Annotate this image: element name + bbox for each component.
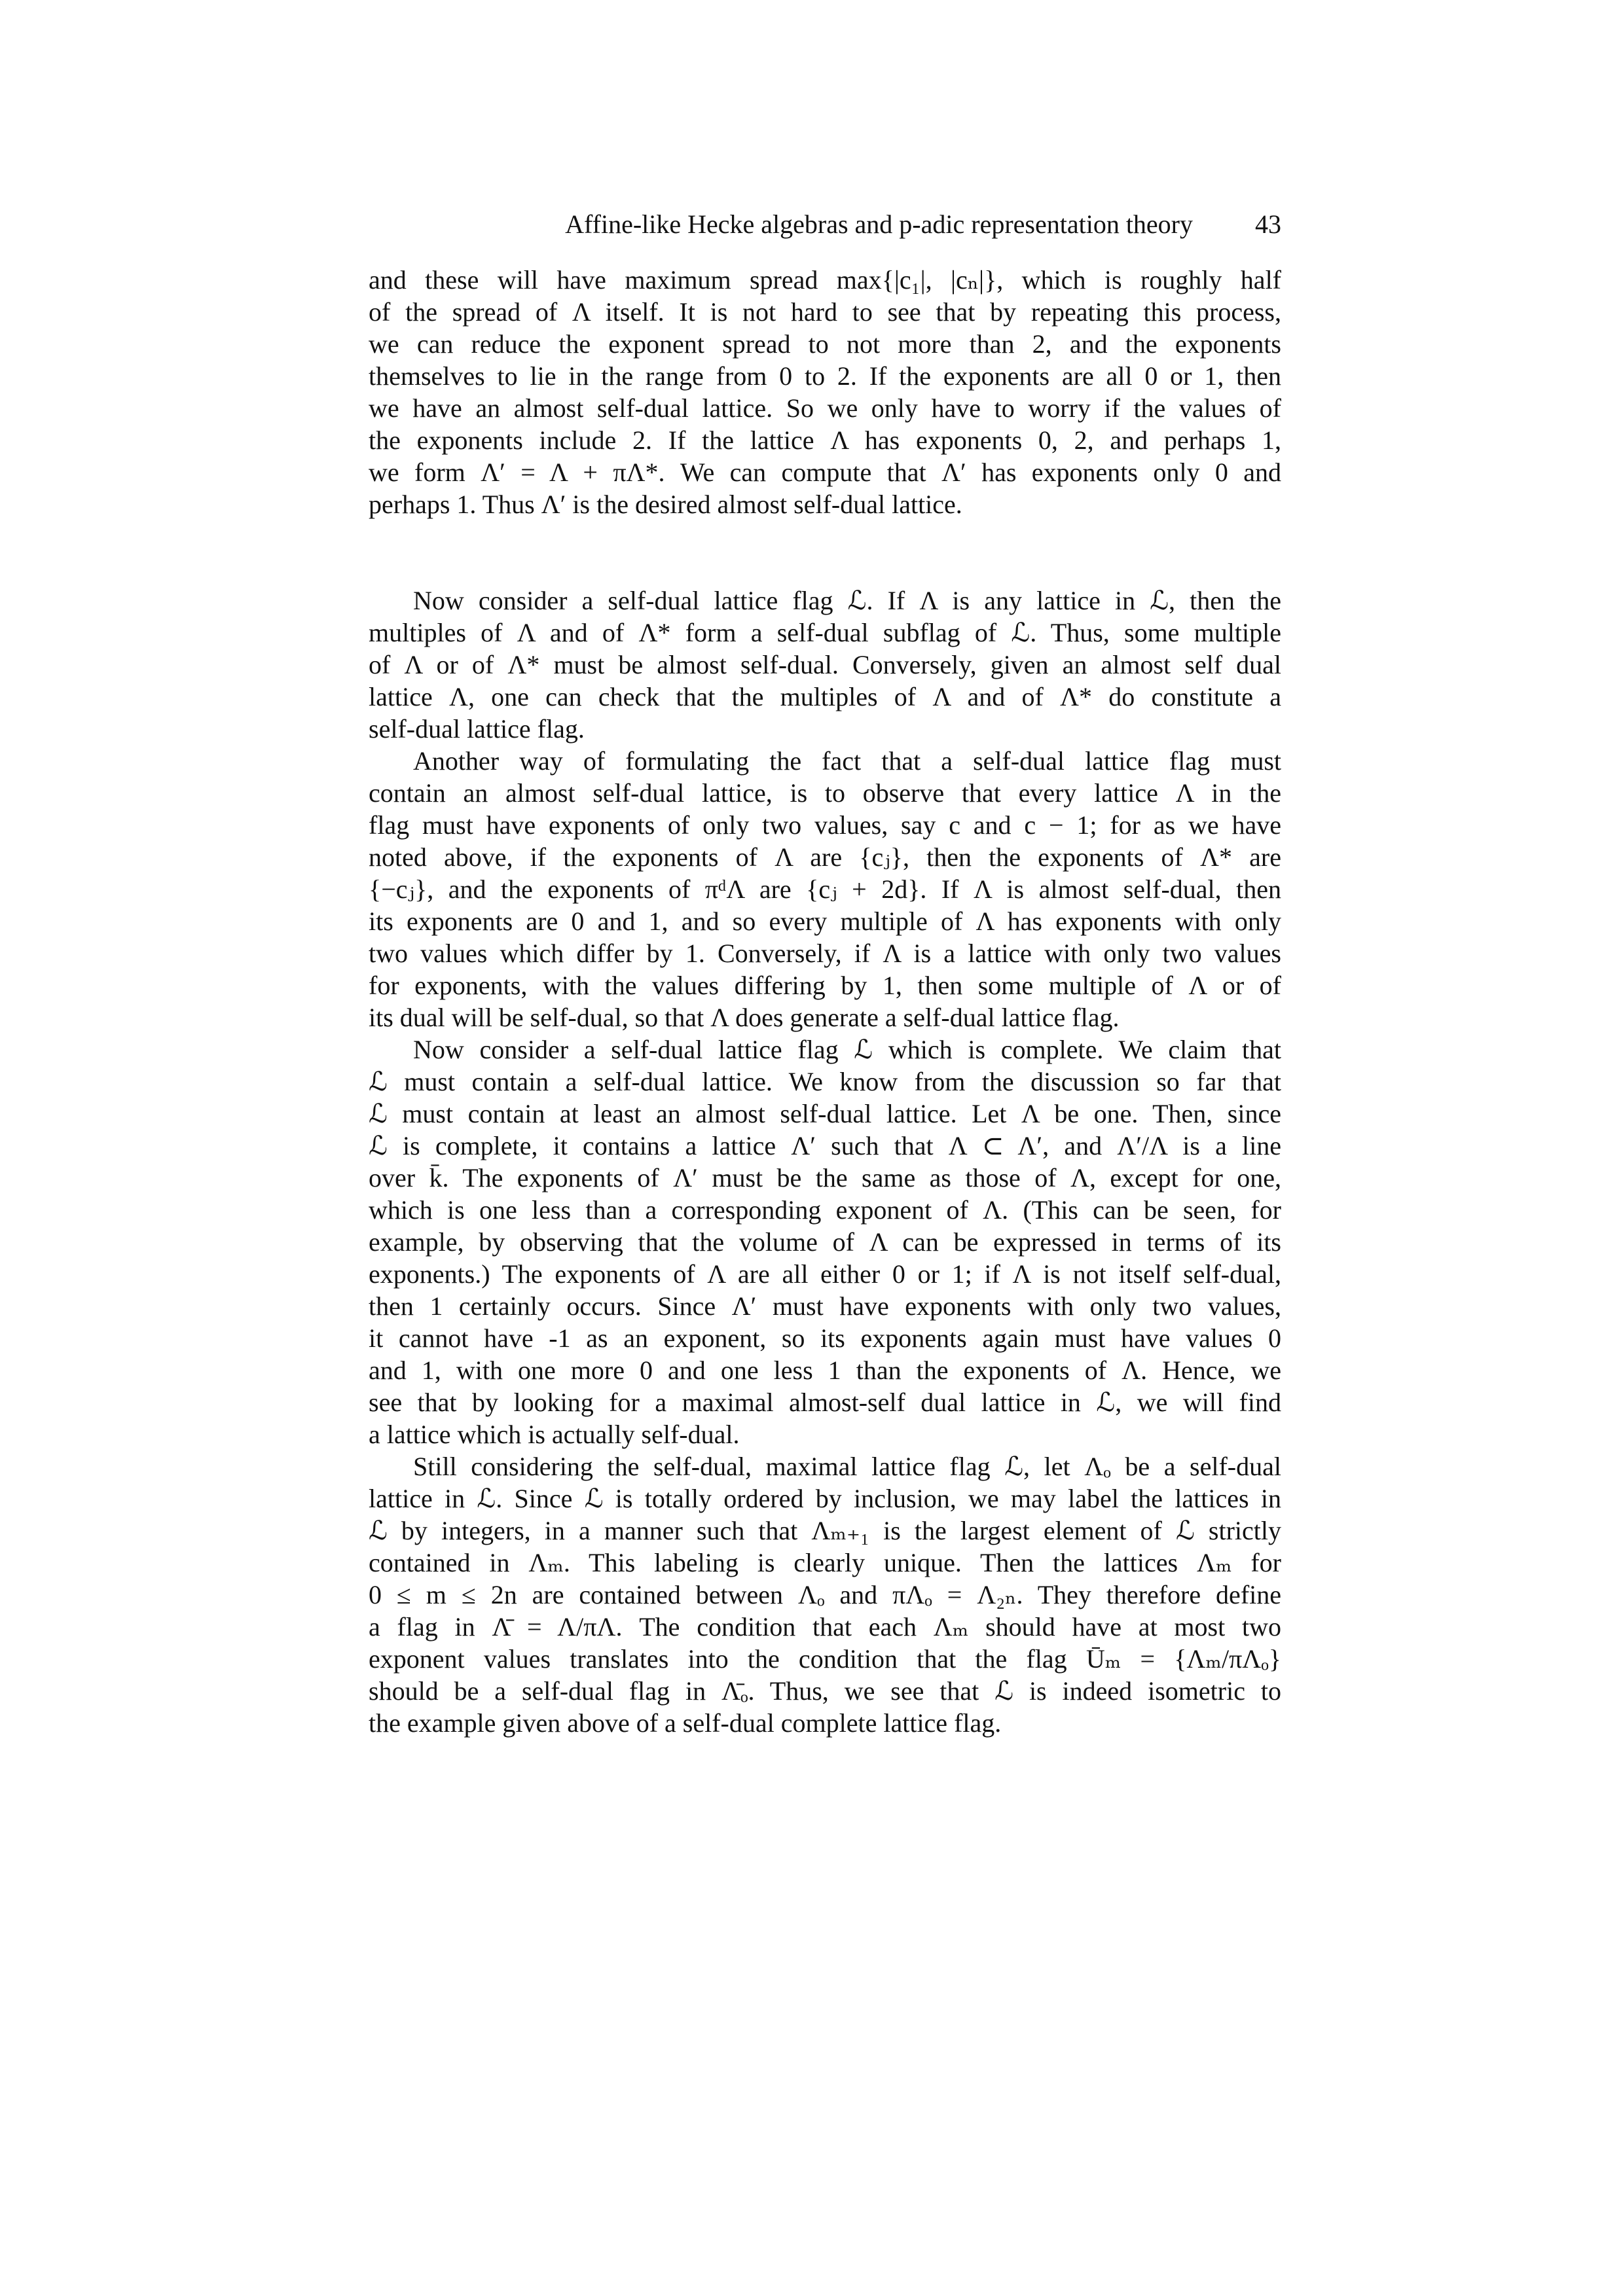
text-line: example, by observing that the volume of Λ can be expressed in terms of its xyxy=(369,1227,1281,1257)
text-line: Still considering the self-dual, maximal lattice flag ℒ, let Λₒ be a self-dual xyxy=(413,1452,1281,1481)
text-line: contained in Λₘ. This labeling is clearly unique. Then the lattices Λₘ for xyxy=(369,1548,1281,1577)
text-line: exponents.) The exponents of Λ are all either 0 or 1; if Λ is not itself self-dual, xyxy=(369,1259,1281,1289)
text-line: two values which differ by 1. Conversely, if Λ is a lattice with only two values xyxy=(369,939,1281,968)
text-line: should be a self-dual flag in Λ̄ₒ. Thus, we see that ℒ is indeed isometric to xyxy=(369,1676,1281,1706)
text-line: for exponents, with the values differing by 1, then some multiple of Λ or of xyxy=(369,971,1281,1000)
text-line: then 1 certainly occurs. Since Λ′ must have exponents with only two values, xyxy=(369,1291,1281,1321)
text-line: contain an almost self-dual lattice, is to observe that every lattice Λ in the xyxy=(369,778,1281,808)
text-line: 0 ≤ m ≤ 2n are contained between Λₒ and πΛₒ = Λ₂ₙ. They therefore define xyxy=(369,1580,1281,1609)
text-line: we have an almost self-dual lattice. So we only have to worry if the values of xyxy=(369,393,1281,423)
text-line: we form Λ′ = Λ + πΛ*. We can compute that Λ′ has exponents only 0 and xyxy=(369,457,1281,487)
text-line: {−cⱼ}, and the exponents of πᵈΛ are {cⱼ + 2d}. If Λ is almost self-dual, then xyxy=(369,874,1281,904)
body-text xyxy=(369,264,1281,1739)
text-line: of the spread of Λ itself. It is not hard to see that by repeating this process, xyxy=(369,297,1281,327)
text-line: ℒ by integers, in a manner such that Λₘ₊₁ is the largest element of ℒ strictly xyxy=(369,1516,1281,1545)
text-line: the exponents include 2. If the lattice Λ has exponents 0, 2, and perhaps 1, xyxy=(369,425,1281,455)
text-line: ℒ must contain a self-dual lattice. We know from the discussion so far that xyxy=(369,1067,1281,1096)
page-number: 43 xyxy=(1255,209,1281,239)
paragraph xyxy=(369,264,1281,520)
text-line: see that by looking for a maximal almost-self dual lattice in ℒ, we will find xyxy=(369,1388,1281,1417)
text-line: it cannot have -1 as an exponent, so its exponents again must have values 0 xyxy=(369,1323,1281,1353)
text-line: Now consider a self-dual lattice flag ℒ which is complete. We claim that xyxy=(413,1035,1281,1064)
paragraph xyxy=(369,584,1281,745)
text-line: multiples of Λ and of Λ* form a self-dual subflag of ℒ. Thus, some multiple xyxy=(369,618,1281,647)
text-line: lattice in ℒ. Since ℒ is totally ordered by inclusion, we may label the lattices in xyxy=(369,1484,1281,1513)
text-line: of Λ or of Λ* must be almost self-dual. Conversely, given an almost self dual xyxy=(369,650,1281,679)
text-line: ℒ must contain at least an almost self-dual lattice. Let Λ be one. Then, since xyxy=(369,1099,1281,1128)
text-line: a flag in Λ̄ = Λ/πΛ. The condition that each Λₘ should have at most two xyxy=(369,1612,1281,1641)
running-header xyxy=(369,208,1281,241)
text-line: themselves to lie in the range from 0 to 2. If the exponents are all 0 or 1, then xyxy=(369,361,1281,391)
text-line: flag must have exponents of only two values, say c and c − 1; for as we have xyxy=(369,810,1281,840)
text-line: we can reduce the exponent spread to not more than 2, and the exponents xyxy=(369,329,1281,359)
text-line: its dual will be self-dual, so that Λ does generate a self-dual lattice flag. xyxy=(369,1003,1120,1032)
text-line: which is one less than a corresponding exponent of Λ. (This can be seen, for xyxy=(369,1195,1281,1225)
text-line: exponent values translates into the condition that the flag Ūₘ = {Λₘ/πΛₒ} xyxy=(369,1644,1281,1674)
paragraph xyxy=(369,1033,1281,1450)
text-line: Now consider a self-dual lattice flag ℒ. If Λ is any lattice in ℒ, then the xyxy=(413,586,1281,615)
text-line: self-dual lattice flag. xyxy=(369,714,585,744)
text-line: and 1, with one more 0 and one less 1 than the exponents of Λ. Hence, we xyxy=(369,1355,1281,1385)
text-line: the example given above of a self-dual complete lattice flag. xyxy=(369,1708,1002,1738)
text-line: its exponents are 0 and 1, and so every multiple of Λ has exponents with only xyxy=(369,906,1281,936)
text-line: perhaps 1. Thus Λ′ is the desired almost self-dual lattice. xyxy=(369,490,962,519)
text-line: lattice Λ, one can check that the multiples of Λ and of Λ* do constitute a xyxy=(369,682,1281,711)
text-line: over k̄. The exponents of Λ′ must be the same as those of Λ, except for one, xyxy=(369,1163,1281,1193)
paragraph xyxy=(369,745,1281,1033)
text-line: ℒ is complete, it contains a lattice Λ′ such that Λ ⊂ Λ′, and Λ′/Λ is a line xyxy=(369,1131,1281,1160)
text-line: Another way of formulating the fact that a self-dual lattice flag must xyxy=(413,746,1281,776)
paragraph xyxy=(369,1450,1281,1739)
text-line: a lattice which is actually self-dual. xyxy=(369,1420,740,1449)
text-line: noted above, if the exponents of Λ are {cⱼ}, then the exponents of Λ* are xyxy=(369,842,1281,872)
running-title: Affine-like Hecke algebras and p-adic representation theory xyxy=(565,209,1193,239)
text-line: and these will have maximum spread max{|c₁|, |cₙ|}, which is roughly half xyxy=(369,265,1281,295)
